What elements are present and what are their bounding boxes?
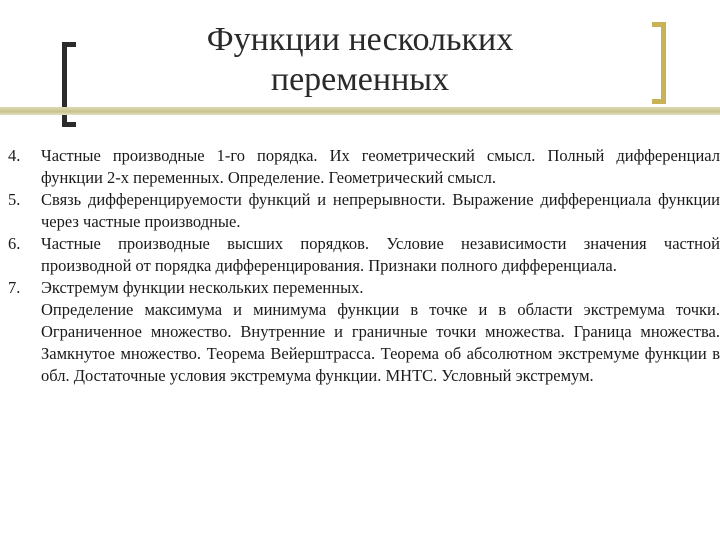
list-item bbox=[8, 233, 720, 277]
item-text bbox=[41, 145, 720, 189]
item-number: 4. bbox=[8, 146, 21, 165]
list-item bbox=[8, 189, 720, 233]
slide-title bbox=[120, 20, 600, 100]
title-line-1: Функции нескольких bbox=[206, 21, 514, 58]
item-text bbox=[41, 189, 720, 233]
item-text bbox=[41, 277, 720, 387]
title-line-2: переменных bbox=[270, 61, 450, 98]
title-underline bbox=[0, 107, 720, 115]
list-item bbox=[8, 277, 720, 387]
item-line: Частные производные 1-го порядка. Их геометрический смысл. Полный дифференциал функции 2-х переменных. Определение. Геометрический смысл. bbox=[41, 146, 720, 187]
item-line: Частные производные высших порядков. Условие независимости значения частной производной от порядка дифференцирования. Признаки полного дифференциала. bbox=[41, 234, 720, 275]
item-number: 7. bbox=[8, 278, 21, 297]
item-line: Определение максимума и минимума функции в точке и в области экстремума точки. Ограниченное множество. Внутренние и граничные точки множества. Граница множества. Замкнутое множество. Теорема Вейерштрасса. Теорема об абсолютном экстремуме функции в обл. Достаточные условия экстремума функции. МНТС. Условный экстремум. bbox=[41, 300, 720, 385]
right-bracket-decoration bbox=[652, 22, 666, 104]
topic-list bbox=[8, 145, 720, 387]
item-line: Экстремум функции нескольких переменных. bbox=[41, 278, 364, 297]
list-item bbox=[8, 145, 720, 189]
item-number: 6. bbox=[8, 234, 21, 253]
item-line: Связь дифференцируемости функций и непрерывности. Выражение дифференциала функции через частные производные. bbox=[41, 190, 720, 231]
item-text bbox=[41, 233, 720, 277]
item-number: 5. bbox=[8, 190, 21, 209]
